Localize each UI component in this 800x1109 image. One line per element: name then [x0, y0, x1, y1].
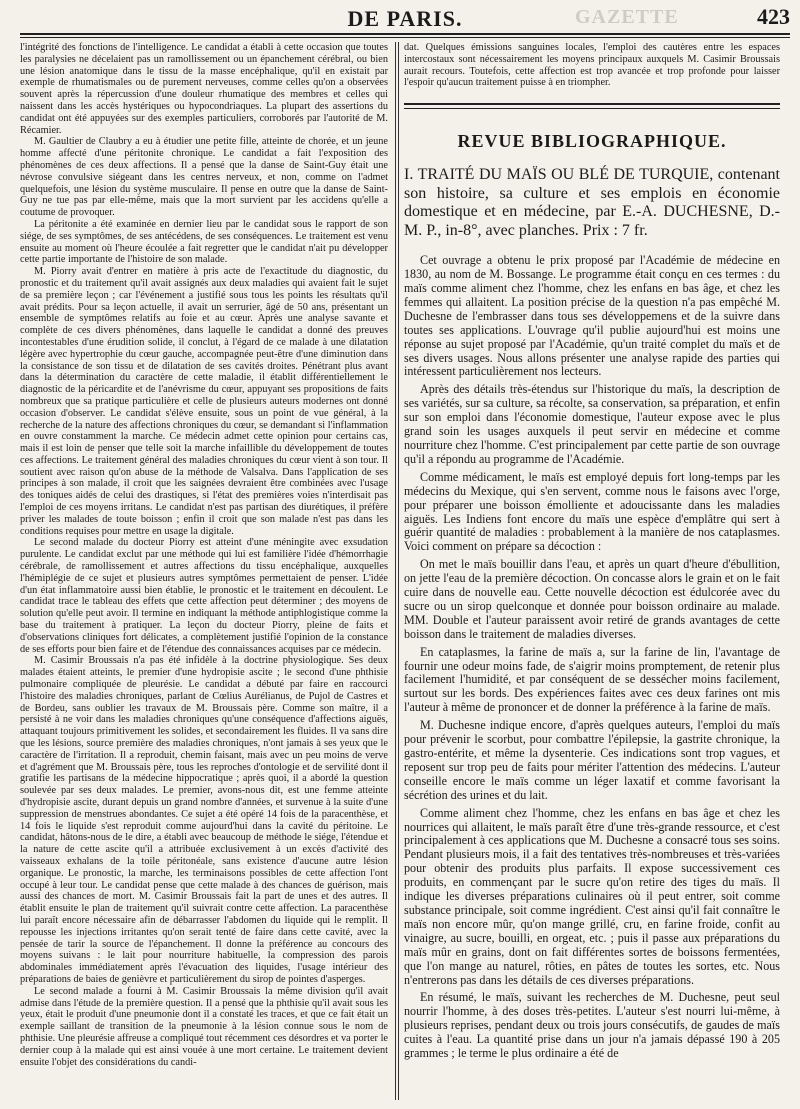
paragraph: Le second malade du docteur Piorry est atteint d'une méningite avec exsudation purulente. Le candidat exclut par une méthode qui lui est familière l'idée d'hémorrhagie cérébrale, de ramollissement et autres affections du tissu encéphalique, auxquelles l'hémiplégie de ce sujet et plusieurs autres symptômes permettaient de penser. L'idée d'un état inflammatoire aussi bien établie, le pronostic et le traitement en découlent. Le candidat trace le tableau des effets que cette affection peut déterminer ; des moyens de solution qu'elle peut avoir. Il termine en indiquant la méthode antiphlogistique comme la base du traitement à pratiquer. La leçon du docteur Piorry, pleine de faits et d'observations cliniques fort délicates, a complètement justifié l'opinion de la constance de ses efforts pour bien faire et de l'étendue des connaissances acquises par ce médecin.: [20, 537, 388, 655]
paragraph: Après des détails très-étendus sur l'historique du maïs, la description de ses variétés, sur sa culture, sa récolte, sa conservation, sa préparation, et enfin sur son emploi dans l'économie domestique, l'auteur expose avec le plus grand soin les usages auxquels il peut servir en médecine et comme nourriture chez l'homme. C'est principalement par cette partie de son ouvrage qu'il a répondu au programme de l'Académie.: [404, 382, 780, 466]
review-body: [404, 254, 780, 1061]
paragraph: En cataplasmes, la farine de maïs a, sur la farine de lin, l'avantage de fournir une odeur moins fade, de s'aigrir moins promptement, de retenir plus facilement l'humidité, et par conséquent de se dessécher moins facilement, surtout sur les bords. Des expériences faites avec ces deux farines ont mis l'auteur à même de prononcer et de donner la préférence à la farine de maïs.: [404, 644, 780, 715]
header-rule-thin: [20, 37, 790, 38]
section-title: REVUE BIBLIOGRAPHIQUE.: [457, 131, 727, 152]
paragraph: Comme aliment chez l'homme, chez les enfans en bas âge et chez les nourrices qui allaitent, le maïs paraît être d'une très-grande ressource, et c'est principalement à ces applications que M. Duchesne a consacré tous ses soins. Pendant plusieurs mois, il a fait des tentatives très-nombreuses et très-variées pour obtenir des produits plus parfaits. Il expose successivement ces produits, en commençant par le sucre qu'on retire des tiges du maïs. Il indique les diverses préparations culinaires où il peut entrer, soit comme substance principale, soit comme ingrédient. C'est ainsi qu'il fait connaître le maïs non encore mûr, qu'on mange grillé, cru, en farine froide, confit au vinaigre, au sucre, bouilli, en orgeat, etc. ; puis il passe aux préparations du maïs mûr en grains, dont on fait différentes sortes de boissons fermentées, que l'on mange au naturel, rôties, en pâtes de toutes les sortes, etc. Nous n'entrerons pas dans les détails de ces diverses préparations.: [404, 805, 780, 987]
paragraph: l'intégrité des fonctions de l'intelligence. Le candidat a établi à cette occasion que toutes les paralysies ne décelaient pas un ramollissement ou un épanchement cérébral, ou bien une lésion anatomique dans le tissu de la masse encéphalique, qu'il en existait par exemple de rhumatismales ou de purement nerveuses, comme celles qu'on a observées souvent après la répercussion d'une douleur rhumatique des membres et celles qui naissent dans les accès hystériques ou hypocondriaques. La plupart des assertions du candidat ont été appuyées sur des exemples particuliers, corroborés par l'autorité de M. Récamier.: [20, 42, 388, 136]
book-entry: I. TRAITÉ DU MAÏS OU BLÉ DE TURQUIE, contenant son histoire, sa culture et ses emplois en économie domestique et en médecine, par E.-A. DUCHESNE, D.-M. P., in-8°, avec planches. Prix : 7 fr.: [404, 166, 780, 239]
paragraph: M. Casimir Broussais n'a pas été infidèle à la doctrine physiologique. Ses deux malades étaient atteints, le premier d'une hydropisie ascite ; le second d'une phthisie pulmonaire compliquée de pleurésie. Le candidat a débuté par faire en raccourci l'histoire des maladies chroniques, parlant de Cœlius Aurélianus, de Pujol de Castres et de Bordeu, sans oublier les travaux de M. Broussais père. Comme son maître, il a persisté à ne voir dans les maladies chroniques qu'une conséquence d'affections aiguës, attaquant toujours primitivement les solides, et secondairement les fluides. Il va sans dire que les lésions, source première des maladies chroniques, n'ont jamais à ses yeux que le caractère de l'irritation. Il a reproduit, chemin faisant, mais avec un peu moins de verve et d'agrément que M. Broussais père, tous les reproches d'ontologie et de servilité dont il gratifie les partisans de la médecine hippocratique ; après quoi, il a abordé la question soulevée par ses deux malades. Le premier, avons-nous dit, est une femme atteinte d'hydropisie ascite, durant depuis un grand nombre d'années, et survenue à la suite d'une suppression de menstrues abondantes. Ce sujet a été opéré 14 fois de la paracenthèse, et 14 fois le liquide s'est reproduit comme aujourd'hui dans la cavité du péritoine. Le candidat, hâtons-nous de le dire, a établi avec beaucoup de méthode le siége, l'étendue et la nature de cette ascite qu'il a attribuée exclusivement à un excès d'activité des vaisseaux exhalans de la toile péritonéale, sans existence d'aucune autre lésion organique. Le pronostic, la marche, les terminaisons possibles de cette affection l'ont occupé à leur tour. Le candidat pense que cette malade à des chances de guérison, mais aussi des chances de mort. M. Casimir Broussais fait la part de unes et des autres. Il établit ensuite le plan de traitement qu'il suivrait contre cette affection. La paracenthèse lui paraît encore nécessaire afin de débarrasser l'abdomen du liquide qui le remplit. Il repousse les injections irritantes qu'on serait tenté de faire dans cette cavité, avec la pensée de tarir la source de l'épanchement. Il donne la préférence au concours des moyens suivans : le lait pour nourriture habituelle, la compression des parois abdominales immédiatement après l'évacuation des liquides, l'usage intérieur des préparations de baies de genièvre et particulièrement du sirop de pointes d'asperges.: [20, 655, 388, 985]
header-rule: [20, 33, 790, 35]
left-column: [20, 42, 388, 1102]
bleed-through-text: GAZETTE: [575, 6, 679, 28]
paragraph: Le second malade a fourni à M. Casimir Broussais la même division qu'il avait admise dans l'étude de la première question. Il a pensé que la phthisie qu'il avait sous les yeux, était le produit d'une pneumonie dont il a constaté les traces, et que ce fait était un exemple saillant de transition de la pneumonie à la lésion connue sous le nom de phthisie. Une pleurésie affreuse a compliqué tout récemment ces désordres et va porter le dernier coup à la malade qui est ainsi vouée à une mort certaine. Le traitement devient ensuite l'objet des considérations du candi-: [20, 985, 388, 1068]
paragraph: La péritonite a été examinée en dernier lieu par le candidat sous le rapport de son siége, de ses symptômes, de ses antécédens, de ses conséquences. Le traitement est venu ensuite au moment où l'heure écoulée a fait regretter que le candidat n'ait pu développer cette partie importante de l'histoire de son malade.: [20, 218, 388, 266]
paragraph: On met le maïs bouillir dans l'eau, et après un quart d'heure d'ébullition, on jette l'eau de la première décoction. On concasse alors le grain et on le fait cuire dans de nouvelle eau. Cette nouvelle décoction est édulcorée avec du sucre ou un sirop quelconque et donnée pour boisson ordinaire au malade. MM. Double et l'auteur paraissent avoir retiré de grands avantages de cette boisson dans le traitement de maladies diverses.: [404, 557, 780, 641]
right-column: [404, 42, 780, 1102]
continuation-block: [404, 42, 780, 89]
running-title: DE PARIS.: [347, 6, 463, 31]
page-header: [20, 0, 790, 40]
paragraph: M. Gaultier de Claubry a eu à étudier une petite fille, atteinte de chorée, et un jeune homme affecté d'une péritonite chronique. Le candidat a fait l'exposition des phénomènes de ces deux affections. Il a pensé que la danse de Saint-Guy était une névrose convulsive siégeant dans les centres nerveux, et non, comme on l'admet quelquefois, une lésion du système musculaire. Il pense en outre que la danse de Saint-Guy ne tue pas par elle-même, mais que la mort survient par les accidens qu'elle a coutume de provoquer.: [20, 136, 388, 219]
paragraph: En résumé, le maïs, suivant les recherches de M. Duchesne, peut seul nourrir l'homme, à des doses très-petites. L'auteur s'est nourri lui-même, à plusieurs reprises, pendant deux ou trois jours consécutifs, de gaudes de maïs cuites à l'eau. La quantité prise dans un jour n'a jamais dépassé 190 à 205 grammes ; le terme le plus ordinaire a été de: [404, 990, 780, 1061]
column-divider: [398, 42, 399, 1100]
paragraph: Comme médicament, le maïs est employé depuis fort long-temps par les médecins du Mexique, qui s'en servent, comme nous le faisons avec l'orge, pour préparer une boisson émolliente et adoucissante dans les maladies aiguës. Les Indiens font encore du maïs une espèce d'emplâtre qui sert à guérir quantité de maladies : probablement à la manière de nos cataplasmes. Voici comment on prépare sa décoction :: [404, 469, 780, 554]
section-rule: [404, 103, 780, 105]
column-divider: [395, 42, 396, 1100]
paragraph: M. Piorry avait d'entrer en matière à pris acte de l'exactitude du diagnostic, du pronostic et du traitement qu'il avait assignés aux deux maladies qui avaient fait le sujet de sa première leçon ; car l'événement a justifié sous tous les points les résultats qu'il avait prédits. Pour sa leçon actuelle, il avait un serrurier, âgé de 50 ans, présentant un ensemble de symptômes relatifs au foie et au cœur. Après une analyse savante et complète de ces divers phénomènes, dans laquelle le candidat a donné des preuves incontestables d'une érudition solide, il conclut, à l'égard de ce malade à une dilatation légère avec hypertrophie du cœur gauche, accompagnée peut-être d'une diminution dans la consistance de son tissu et de dilatation de ses cavités droites. Pénétrant plus avant dans la détermination du caractère de cette maladie, il établit différentiellement le diagnostic de la péricardite et de l'anévrisme du cœur, appuyant ses propositions de faits nombreux que sa pratique particulière et celle de plusieurs auteurs modernes ont donné occasion d'observer. Le candidat s'élève ensuite, sous un point de vue général, à la recherche de la nature des affections chroniques du cœur, se demandant si l'inflammation en ouvre constamment la marche. Ce médecin admet cette opinion pour certains cas, mais il est loin de penser que telle soit la marche infaillible du développement de toutes ces affections. Le traitement général des maladies chroniques du cœur vient à son tour. Il soutient avec raison qu'on abuse de la méthode de Valsalva. Dans l'application de ses principes à son malade, il croit que les saignées devraient être combinées avec l'usage des toniques aidés de celui des drastiques, si l'état des premières voies n'interdisait pas l'emploi de ces moyens irritans. Le candidat n'est pas partisan des diurétiques, il préfère priver les malades de toute boisson ; enfin il croit que son malade n'est pas dans les conditions requises pour mettre en usage la digitale.: [20, 266, 388, 537]
paragraph: Cet ouvrage a obtenu le prix proposé par l'Académie de médecine en 1830, au nom de M. Bossange. Le programme était conçu en ces termes : du maïs comme aliment chez l'homme, chez les enfans en bas âge, et chez les femmes qui allaitent. La position précise de la question n'a pas empêché M. Duchesne de l'embrasser dans tous ses développemens et de la suivre dans toutes ses applications. L'ouvrage qu'il publie aujourd'hui est moins une réponse au sujet proposé par l'Académie, qu'un traité complet du maïs et de ses divers usages. Nous allons présenter une analyse rapide des parties qui intéressent particulièrement nos lecteurs.: [404, 253, 780, 379]
section-rule-thin: [404, 108, 780, 109]
page-number: 423: [757, 4, 790, 29]
paragraph: M. Duchesne indique encore, d'après quelques auteurs, l'emploi du maïs pour prévenir le scorbut, pour combattre l'épilepsie, la gastrite chronique, la gastro-entérite, et même la dysenterie. Ces indications sont trop vagues, et reposent sur trop peu de faits pour mériter l'attention des médecins. L'auteur conseille encore le maïs comme un léger laxatif et comme favorisant la sécrétion des urines et du lait.: [404, 718, 780, 802]
paragraph: dat. Quelques émissions sanguines locales, l'emploi des cautères entre les espaces intercostaux sont nécessairement les moyens principaux auxquels M. Casimir Broussais aurait recours. Toutefois, cette affection est trop avancée et trop profonde pour laisser l'espoir qu'aucun traitement puisse à en triompher.: [404, 42, 780, 89]
